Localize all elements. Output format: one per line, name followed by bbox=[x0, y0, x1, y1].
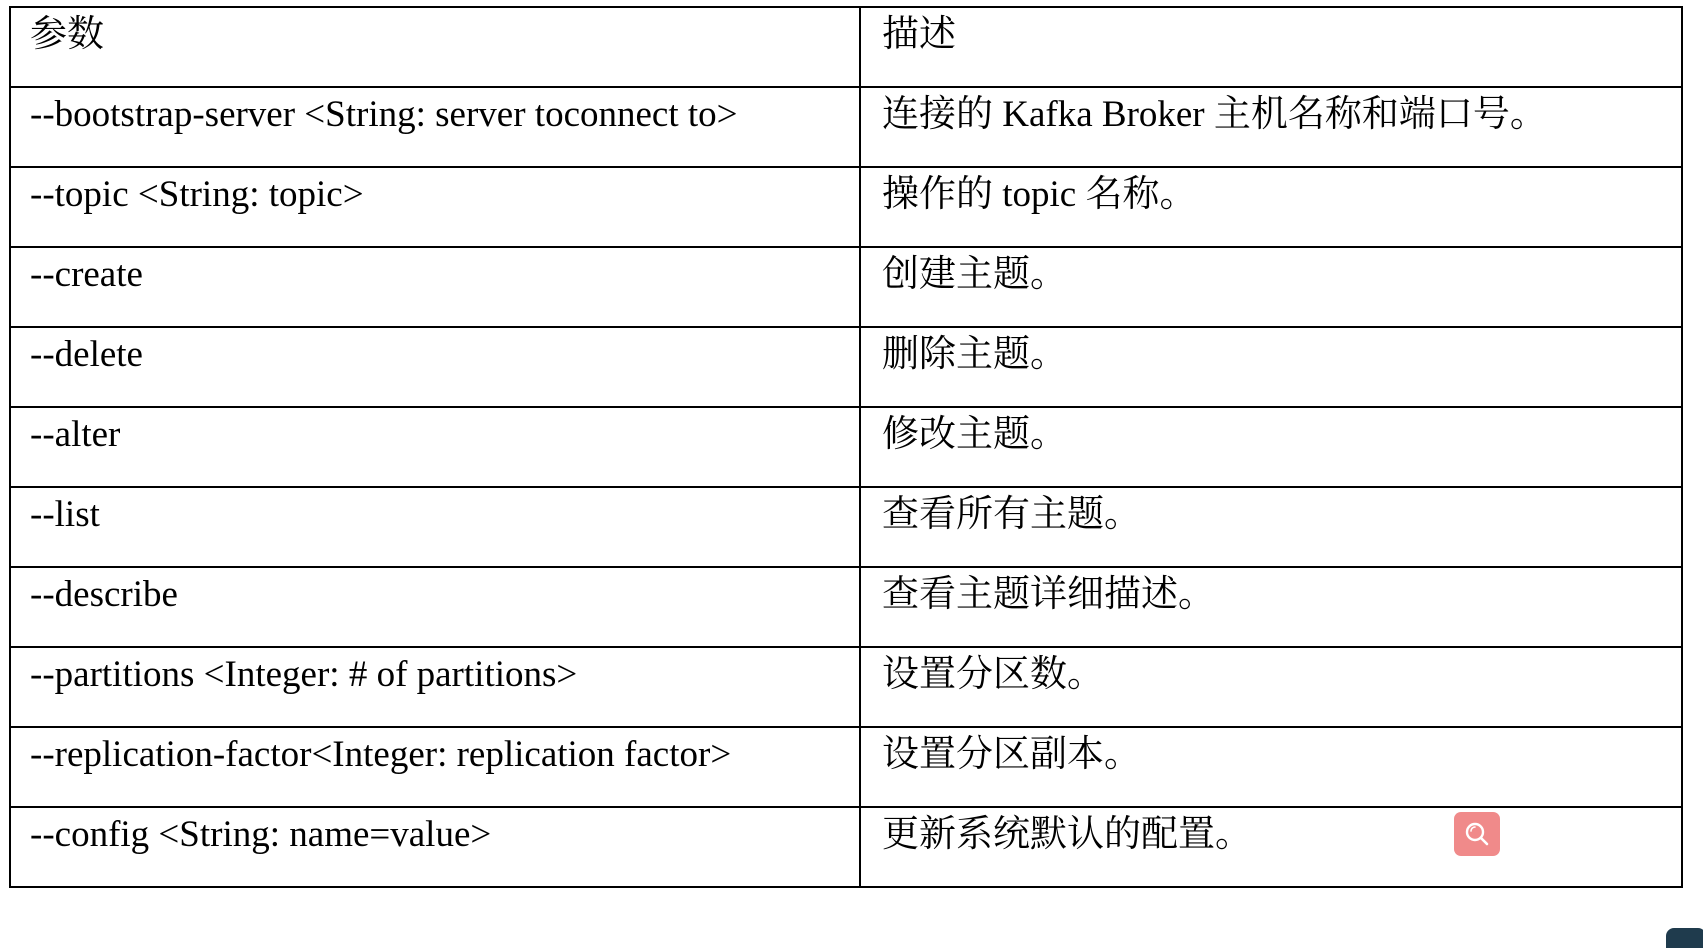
param-cell: --alter bbox=[10, 407, 860, 487]
table-row bbox=[10, 647, 1682, 727]
description-cell: 创建主题。 bbox=[860, 247, 1682, 327]
table-row bbox=[10, 327, 1682, 407]
param-cell: --create bbox=[10, 247, 860, 327]
param-cell: --describe bbox=[10, 567, 860, 647]
param-cell: --replication-factor<Integer: replication factor> bbox=[10, 727, 860, 807]
description-cell: 连接的 Kafka Broker 主机名称和端口号。 bbox=[860, 87, 1682, 167]
table-row bbox=[10, 727, 1682, 807]
param-cell: --list bbox=[10, 487, 860, 567]
header-description: 描述 bbox=[860, 7, 1682, 87]
parameters-table bbox=[9, 6, 1683, 888]
description-cell: 操作的 topic 名称。 bbox=[860, 167, 1682, 247]
description-cell: 修改主题。 bbox=[860, 407, 1682, 487]
param-cell: --partitions <Integer: # of partitions> bbox=[10, 647, 860, 727]
description-cell: 查看所有主题。 bbox=[860, 487, 1682, 567]
header-param: 参数 bbox=[10, 7, 860, 87]
table-row bbox=[10, 167, 1682, 247]
description-cell: 更新系统默认的配置。 bbox=[860, 807, 1682, 887]
param-cell: --config <String: name=value> bbox=[10, 807, 860, 887]
param-cell: --topic <String: topic> bbox=[10, 167, 860, 247]
search-icon bbox=[1462, 819, 1492, 849]
table-row bbox=[10, 247, 1682, 327]
table-row bbox=[10, 807, 1682, 887]
description-cell: 设置分区副本。 bbox=[860, 727, 1682, 807]
floating-search-button[interactable] bbox=[1454, 812, 1500, 856]
table-row bbox=[10, 407, 1682, 487]
description-cell: 查看主题详细描述。 bbox=[860, 567, 1682, 647]
corner-widget[interactable] bbox=[1666, 928, 1703, 948]
description-cell: 删除主题。 bbox=[860, 327, 1682, 407]
table-row bbox=[10, 567, 1682, 647]
table-header-row bbox=[10, 7, 1682, 87]
param-cell: --bootstrap-server <String: server toconnect to> bbox=[10, 87, 860, 167]
param-cell: --delete bbox=[10, 327, 860, 407]
description-cell: 设置分区数。 bbox=[860, 647, 1682, 727]
table-row bbox=[10, 87, 1682, 167]
table-row bbox=[10, 487, 1682, 567]
